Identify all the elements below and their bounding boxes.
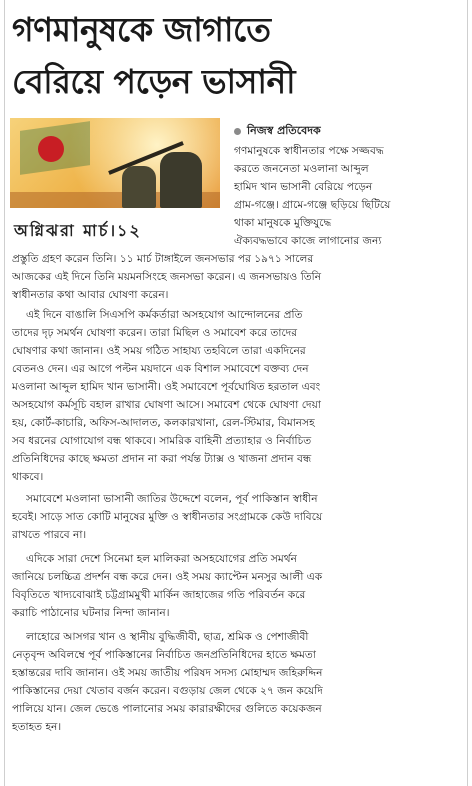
body-line: হতাহত হন। [12,721,62,733]
body-line: এদিকে সারা দেশে সিনেমা হল মালিকরা অসহযোগের প্রতি সমর্থন [26,553,297,565]
body-line: ঐক্যবদ্ধভাবে কাজে লাগানোর জন্য [234,235,382,247]
body-line: আজকের এই দিনে তিনি ময়মনসিংহে জনসভা করেন। এ জনসভায়ও তিনি [12,271,322,283]
body-line: গণমানুষকে স্বাধীনতার পক্ষে সজ্জবদ্ধ [234,145,384,157]
image-caption: অগ্নিঝরা মার্চ।১২ [14,221,142,240]
body-line: হস্তান্তরের দাবি জানান। ওই সময় জাতীয় পরিষদ সদস্য মোহাম্মদ জহিরুদ্দিন [12,667,323,679]
body-line: এই দিনে বাঙালি সিএসপি কর্মকর্তারা অসহযোগ আন্দোলনের প্রতি [26,309,303,321]
body-line: করাচি পাঠানোর ঘটনার নিন্দা জানান। [12,607,170,619]
body-line: পালিয়ে যান। জেল ভেঙে পালানোর সময় কারারক্ষীদের গুলিতে কয়েকজন [12,703,322,715]
body-line: মওলানা আব্দুল হামিদ খান ভাসানী। ওই সমাবেশে পূর্বঘোষিত হরতাল এবং [12,381,321,393]
body-line: অসহযোগ কর্মসূচি বহাল রাখার ঘোষণা আসে। সমাবেশ থেকে ঘোষণা দেয়া [12,399,321,411]
body-line: থাকবে। [12,471,44,483]
body-line: সব ধরনের যোগাযোগ বন্ধ থাকবে। সামরিক বাহিনী প্রত্যাহার ও নির্বাচিত [12,435,312,447]
body-line: নেতৃবৃন্দ অবিলম্বে পূর্ব পাকিস্তানের নির্বাচিত জনপ্রতিনিধিদের হাতে ক্ষমতা [12,649,316,661]
byline-text: নিজস্ব প্রতিবেদক [247,124,321,137]
freedom-fighter-figure [122,166,156,208]
body-line: পাকিস্তানের দেয়া খেতাব বর্জন করেন। বগুড়ায় জেল থেকে ২৭ জন কয়েদি [12,685,323,697]
headline-line-1: গণমানুষকে জাগাতে [12,10,271,49]
body-line: বিবৃতিতে খাদ্যবোঝাই চট্টগ্রামমুখী মার্কিন জাহাজের গতি পরিবর্তন করে [12,589,306,601]
body-line: স্বাধীনতার কথা আবার ঘোষণা করেন। [12,289,169,301]
body-line: হবেই। সাড়ে সাত কোটি মানুষের মুক্তি ও স্বাধীনতার সংগ্রামকে কেউ দাবিয়ে [12,511,323,523]
body-line: লাহোরে আসগর খান ও স্থানীয় বুদ্ধিজীবী, ছাত্র, শ্রমিক ও পেশাজীবী [26,631,309,643]
body-line: জানিয়ে চলচ্চিত্র প্রদর্শন বন্ধ করে দেন। ওই সময় ক্যাপ্টেন মনসুর আলী এক [12,571,323,583]
body-line: তাদের দৃঢ় সমর্থন ঘোষণা করেন। তারা মিছিল ও সমাবেশ করে তাদের [12,327,298,339]
bullet-icon [234,128,241,135]
body-line: প্রস্তুতি গ্রহণ করেন তিনি। ১১ মার্চ টাঙ্গাইলে জনসভার পর ১৯৭১ সালের [12,253,314,265]
body-line: করতে জননেতা মওলানা আব্দুল [234,163,369,175]
body-line: ঘোষণার কথা জানান। ওই সময় গঠিত সাহায্য তহবিলে তারা একদিনের [12,345,306,357]
body-line: হামিদ খান ভাসানী বেরিয়ে পড়েন [234,181,373,193]
body-line: হয়, কোর্ট-কাচারি, অফিস-আদালত, কলকারখানা, রেল-স্টিমার, বিমানসহ [12,417,315,429]
headline-line-2: বেরিয়ে পড়েন ভাসানী [12,62,296,101]
article-photo [10,118,220,208]
body-line: গ্রাম-গঞ্জে। গ্রামে-গঞ্জে ছড়িয়ে ছিটিয়ে [234,199,391,211]
body-line: বেতনও দেন। এর আগে পল্টন ময়দানে এক বিশাল সমাবেশে বক্তব্য দেন [12,363,309,375]
headline [12,4,460,108]
body-line: প্রতিনিধিদের কাছে ক্ষমতা প্রদান না করা পর্যন্ত ট্যাক্স ও খাজনা প্রদান বন্ধ [12,453,312,465]
freedom-fighter-figure [160,152,202,208]
flag-red-circle [38,136,64,162]
body-line: সমাবেশে মওলানা ভাসানী জাতির উদ্দেশে বলেন, পূর্ব পাকিস্তান স্বাধীন [26,493,318,505]
body-line: রাখতে পারবে না। [12,529,87,541]
byline [234,122,460,141]
body-line: থাকা মানুষকে মুক্তিযুদ্ধে [234,217,332,229]
article-figure [10,118,220,248]
